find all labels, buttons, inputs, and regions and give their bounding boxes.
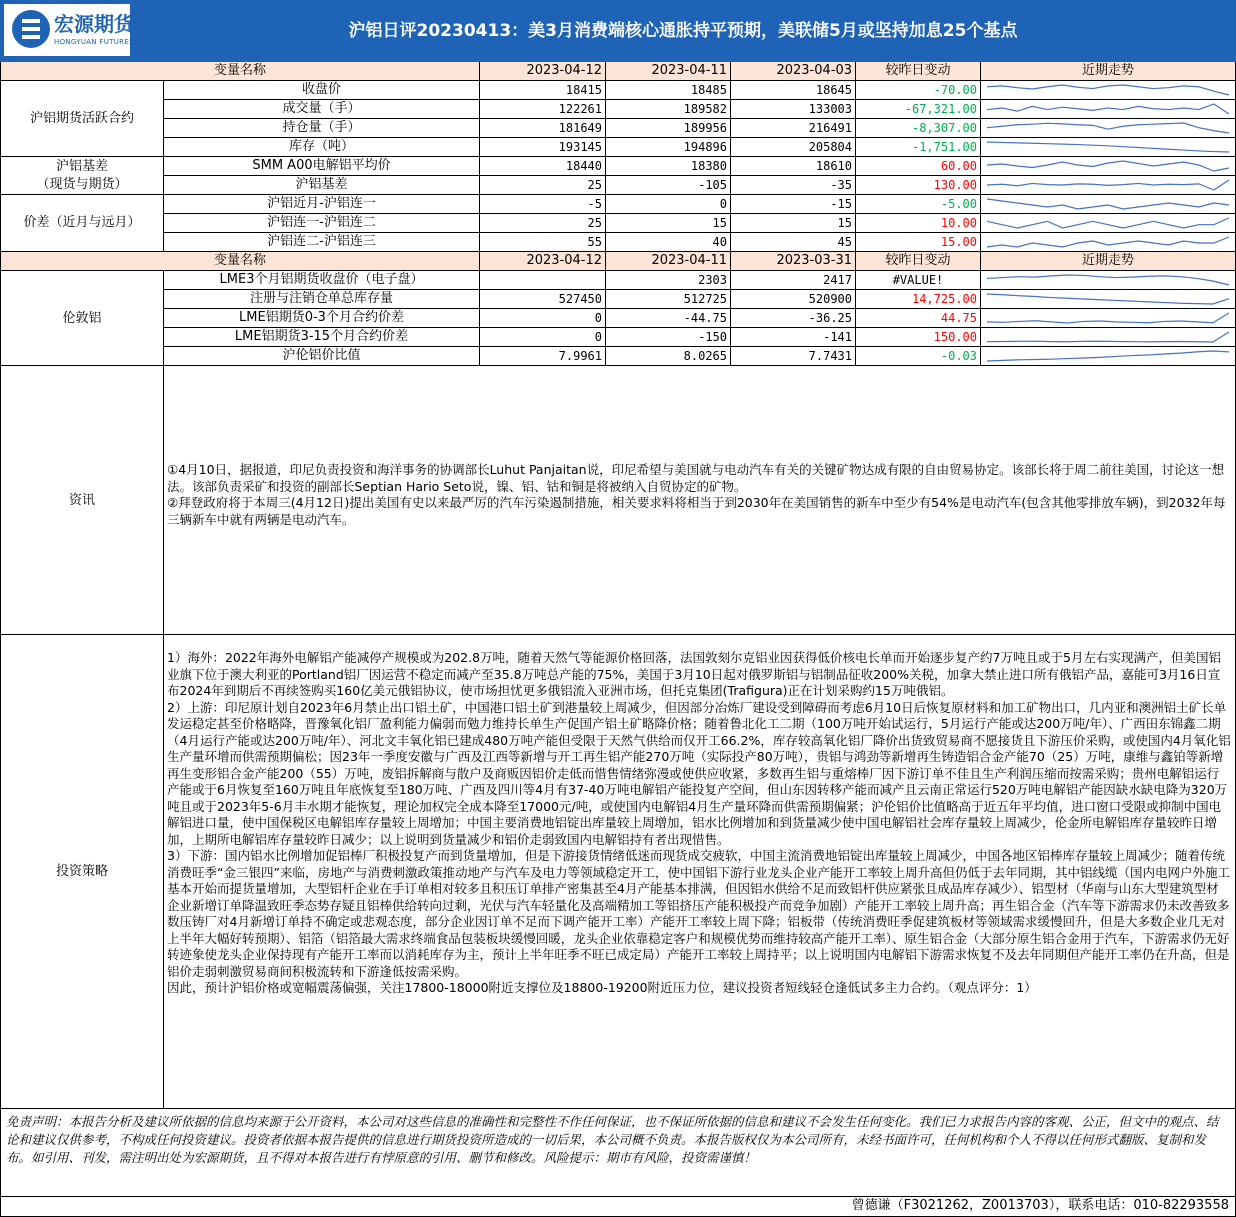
- sparkline-path: [987, 237, 1229, 247]
- col-header-change: 较昨日变动: [856, 62, 981, 81]
- value-date3: 520900: [731, 290, 856, 309]
- row-label: 沪铝近月-沪铝连一: [164, 195, 480, 214]
- value-date1: 18440: [480, 157, 606, 176]
- news-content: [164, 366, 1236, 635]
- value-change: -67,321.00: [856, 100, 981, 119]
- logo-text-cn: 宏源期货: [54, 12, 134, 36]
- col-header-date3: 2023-03-31: [731, 252, 856, 271]
- footer-contact: 曾德谦（F3021262，Z0013703），联系电话：010-82293558: [0, 1197, 1236, 1217]
- value-date1: 181649: [480, 119, 606, 138]
- sparkline-path: [987, 313, 1229, 323]
- row-label: 库存（吨）: [164, 138, 480, 157]
- value-date1: 0: [480, 309, 606, 328]
- value-date3: 18645: [731, 81, 856, 100]
- logo-mark-icon: [12, 10, 50, 48]
- row-label: LME铝期货0-3个月合约价差: [164, 309, 480, 328]
- value-date2: 189582: [606, 100, 731, 119]
- row-label: 注册与注销仓单总库存量: [164, 290, 480, 309]
- value-date2: 512725: [606, 290, 731, 309]
- sparkline-path: [987, 294, 1229, 304]
- company-logo: [4, 4, 134, 56]
- value-change: -1,751.00: [856, 138, 981, 157]
- value-change: 60.00: [856, 157, 981, 176]
- col-header-change: 较昨日变动: [856, 252, 981, 271]
- col-header-date1: 2023-04-12: [480, 62, 606, 81]
- row-label: 沪铝基差: [164, 176, 480, 195]
- row-label: 沪伦铝价比值: [164, 347, 480, 366]
- value-date1: 193145: [480, 138, 606, 157]
- group-label: 沪铝基差 （现货与期货）: [0, 157, 164, 195]
- value-change: 150.00: [856, 328, 981, 347]
- strategy-content: [164, 635, 1236, 1109]
- trend-sparkline: [981, 81, 1235, 99]
- sparkline-path: [987, 85, 1229, 95]
- col-header-trend: 近期走势: [981, 62, 1236, 81]
- value-date3: -36.25: [731, 309, 856, 328]
- row-label: 沪铝连二-沪铝连三: [164, 233, 480, 252]
- row-label: SMM A00电解铝平均价: [164, 157, 480, 176]
- row-label: 成交量（手）: [164, 100, 480, 119]
- trend-sparkline: [981, 271, 1235, 289]
- col-header-date3: 2023-04-03: [731, 62, 856, 81]
- value-date3: 15: [731, 214, 856, 233]
- value-date3: -15: [731, 195, 856, 214]
- value-change: -70.00: [856, 81, 981, 100]
- value-change: 44.75: [856, 309, 981, 328]
- value-date3: 7.7431: [731, 347, 856, 366]
- value-date3: 45: [731, 233, 856, 252]
- value-date2: 0: [606, 195, 731, 214]
- value-change: 15.00: [856, 233, 981, 252]
- value-date3: 133003: [731, 100, 856, 119]
- sparkline-path: [987, 180, 1229, 190]
- value-date3: 2417: [731, 271, 856, 290]
- trend-sparkline: [981, 347, 1235, 365]
- col-header-date1: 2023-04-12: [480, 252, 606, 271]
- sparkline-path: [987, 142, 1229, 152]
- value-date1: [480, 271, 606, 290]
- value-date2: 8.0265: [606, 347, 731, 366]
- sparkline-path: [987, 104, 1229, 114]
- value-date1: 0: [480, 328, 606, 347]
- value-date1: 25: [480, 176, 606, 195]
- strategy-conclusion: 因此，预计沪铝价格或宽幅震荡偏强，关注17800-18000附近支撑位及18800-19200附近压力位，建议投资者短线轻仓逢低试多主力合约。（观点评分：1）: [167, 980, 1037, 995]
- value-date2: 2303: [606, 271, 731, 290]
- value-date2: 189956: [606, 119, 731, 138]
- sparkline-path: [987, 123, 1229, 133]
- row-label: LME铝期货3-15个月合约价差: [164, 328, 480, 347]
- value-date2: 194896: [606, 138, 731, 157]
- col-header-variable: 变量名称: [0, 62, 480, 81]
- trend-sparkline: [981, 100, 1235, 118]
- news-item-2: ②拜登政府将于本周三(4月12日)提出美国有史以来最严厉的汽车污染遏制措施，相关要求料将相当于到2030年在美国销售的新车中至少有54%是电动汽车(包含其他零排放车辆)，到2032年每三辆新车中就有两辆是电动汽车。: [167, 495, 1226, 527]
- news-item-1: ①4月10日，据报道，印尼负责投资和海洋事务的协调部长Luhut Panjaitan说，印尼希望与美国就与电动汽车有关的关键矿物达成有限的自由贸易协定。该部长将于周二前往美国，讨论这一想法。该部负责采矿和投资的副部长Septian Hario Seto说，镍、铝、钴和铜是将被纳入自贸协定的矿物。: [167, 462, 1225, 494]
- sparkline-path: [987, 275, 1229, 285]
- value-date2: 18485: [606, 81, 731, 100]
- value-change: 14,725.00: [856, 290, 981, 309]
- trend-sparkline: [981, 328, 1235, 346]
- col-header-date2: 2023-04-11: [606, 252, 731, 271]
- logo-text-en: HONGYUAN FUTURES: [54, 38, 134, 46]
- group-label: 价差（近月与远月）: [0, 195, 164, 252]
- value-date1: -5: [480, 195, 606, 214]
- sparkline-path: [987, 218, 1229, 228]
- strategy-downstream: 3）下游：国内铝水比例增加促铝棒厂积极投复产而到货量增加，但是下游接货情绪低迷而现货成交疲软，中国主流消费地铝锭出库量较上周减少，中国各地区铝棒库存量较上周减少；随着传统消费旺季“金三银四”来临，房地产与消费刺激政策推动地产与汽车及电力等领域稳定开工，使中国铝下游行业龙头企业产能开工率较上周升高但仍低于去年同期，其中铝线缆（国内电网户外施工基本开始而提货量增加，大型铝杆企业在手订单相对较多且积压订单排产密集甚至4月产能基本排满，但因铝水供给不足而致铝杆供应紧张且成品库存减少）、铝型材（华南与山东大型建筑型材企业新增订单降温致旺季态势存疑且铝棒供给转向过剩，光伏与汽车轻量化及高端精加工等铝挤压产能积极投产而竞争加剧）产能开工率较上周升高；再生铝合金（汽车等下游需求仍未改善致多数压铸厂对4月新增订单持不确定或悲观态度，部分企业因订单不足而下调产能开工率）产能开工率较上周下降；铝板带（传统消费旺季促建筑板材等领域需求缓慢回升，但是大多数企业几无对上半年大幅好转预期）、铝箔（铝箔最大需求终端食品包装板块缓慢回暖，龙头企业依靠稳定客户和规模优势而维持较高产能开工率）、原生铝合金（大部分原生铝合金用于汽车，下游需求仍无好转迹象使龙头企业保持现有产能开工率而以消耗库存为主，预计上半年旺季不旺已成定局）产能开工率较上周持平；以上说明国内电解铝下游需求恢复不及去年同期但产能开工率仍在升高，但是铝价走弱刺激贸易商间积极流转和下游逢低按需采购。: [167, 848, 1230, 979]
- trend-sparkline: [981, 176, 1235, 194]
- value-date3: 216491: [731, 119, 856, 138]
- value-date3: 18610: [731, 157, 856, 176]
- value-change: #VALUE!: [856, 271, 981, 290]
- strategy-overseas: 1）海外：2022年海外电解铝产能减停产规模或为202.8万吨，随着天然气等能源价格回落，法国敦刻尔克铝业因获得低价核电长单而开始逐步复产约7万吨且或于5月左右实现满产，但美国铝业旗下位于澳大利亚的Portland铝厂因运营不稳定而减产至35.8万吨总产能的75%，美国于3月10日起对俄罗斯铝与铝制品征收200%关税，加拿大禁止进口所有俄铝产品，嘉能可3月16日宣布2024年到期后不再续签购买160亿美元俄铝协议，使市场担忧更多俄铝流入亚洲市场，但托克集团(Trafigura)正在计划采购约15万吨俄铝。: [167, 650, 1221, 698]
- value-date1: 25: [480, 214, 606, 233]
- row-label: 持仓量（手）: [164, 119, 480, 138]
- value-date1: 527450: [480, 290, 606, 309]
- trend-sparkline: [981, 309, 1235, 327]
- col-header-trend: 近期走势: [981, 252, 1236, 271]
- value-date2: -150: [606, 328, 731, 347]
- trend-sparkline: [981, 290, 1235, 308]
- strategy-upstream: 2）上游：印尼原计划自2023年6月禁止出口铝土矿，中国港口铝土矿到港量较上周减少，但因部分冶炼厂建设受到障碍而考虑6月10日后恢复原材料和加工矿物出口，几内亚和澳洲铝土矿长单发运稳定甚至价格略降，晋豫氧化铝厂盈利能力偏弱而勉力维持长单生产促国产铝土矿略降价格；随着鲁北化工二期（100万吨开始试运行，5月运行产能或达200万吨/年）、广西田东锦鑫二期（4月运行产能或达200万吨/年）、河北文丰氧化铝已建成480万吨产能但受限于天然气供给而仅开工66.2%，库存较高氧化铝厂降价出货致贸易商不愿接货且下游压价采购，或使国内4月氧化铝生产量环增而供需预期偏松；因23年一季度安徽与广西及江西等新增与开工再生铝产能270万吨（实际投产80万吨），贵铝与鸿劲等新增再生铸造铝合金产能70（25）万吨，康维与鑫铂等新增再生变形铝合金产能200（55）万吨，废铝拆解商与散户及商贩因铝价走低而惜售情绪弥漫或使供应收紧，多数再生铝与重熔棒厂因下游订单不佳且生产利润压缩而按需采购；贵州电解铝运行产能或于6月恢复至160万吨且年底恢复至180万吨、广西及四川等4月有37-40万吨电解铝产能投复产空间，但山东因转移产能而减产且云南正常运行520万吨电解铝产能因缺水缺电降为320万吨且或于2023年5-6月丰水期才能恢复，理论加权完全成本降至17000元/吨，或使国内电解铝4月生产量环降而供需预期偏紧；沪伦铝价比值略高于近五年平均值，进口窗口受限或抑制中国电解铝进口量，使中国保税区电解铝库存量较上周增加；中国主要消费地铝锭出库量较上周增加，铝水比例增加和到货量减少使中国电解铝社会库存量较上周减少，伦金所电解铝库存量较昨日增加，上期所电解铝库存量较昨日减少；以上说明到货量减少和铝价走弱致国内电解铝持有者出现惜售。: [167, 699, 1231, 847]
- value-date2: 40: [606, 233, 731, 252]
- value-change: -5.00: [856, 195, 981, 214]
- trend-sparkline: [981, 195, 1235, 213]
- value-date1: 122261: [480, 100, 606, 119]
- value-date1: 18415: [480, 81, 606, 100]
- group-label: 沪铝期货活跃合约: [0, 81, 164, 157]
- row-label: 收盘价: [164, 81, 480, 100]
- value-date3: 205804: [731, 138, 856, 157]
- sparkline-path: [987, 351, 1229, 361]
- value-date3: -141: [731, 328, 856, 347]
- value-date1: 7.9961: [480, 347, 606, 366]
- group-label: 伦敦铝: [0, 271, 164, 366]
- trend-sparkline: [981, 138, 1235, 156]
- value-date2: -105: [606, 176, 731, 195]
- col-header-date2: 2023-04-11: [606, 62, 731, 81]
- trend-sparkline: [981, 214, 1235, 232]
- value-change: 10.00: [856, 214, 981, 233]
- value-change: 130.00: [856, 176, 981, 195]
- news-label: 资讯: [0, 366, 164, 635]
- value-date1: 55: [480, 233, 606, 252]
- value-date3: -35: [731, 176, 856, 195]
- trend-sparkline: [981, 157, 1235, 175]
- strategy-label: 投资策略: [0, 635, 164, 1109]
- trend-sparkline: [981, 119, 1235, 137]
- value-date2: 15: [606, 214, 731, 233]
- sparkline-path: [987, 199, 1229, 209]
- trend-sparkline: [981, 233, 1235, 251]
- disclaimer: 免责声明：本报告分析及建议所依据的信息均来源于公开资料，本公司对这些信息的准确性和完整性不作任何保证，也不保证所依据的信息和建议不会发生任何变化。我们已力求报告内容的客观、公正，但文中的观点、结论和建议仅供参考，不构成任何投资建议。投资者依据本报告提供的信息进行期货投资所造成的一切后果，本公司概不负责。本报告版权仅为本公司所有，未经书面许可，任何机构和个人不得以任何形式翻版、复制和发布。如引用、刊发，需注明出处为宏源期货，且不得对本报告进行有悖原意的引用、删节和修改。风险提示：期市有风险，投资需谨慎！: [0, 1109, 1236, 1197]
- value-change: -8,307.00: [856, 119, 981, 138]
- value-change: -0.03: [856, 347, 981, 366]
- sparkline-path: [987, 332, 1229, 342]
- value-date2: 18380: [606, 157, 731, 176]
- col-header-variable: 变量名称: [0, 252, 480, 271]
- row-label: LME3个月铝期货收盘价（电子盘）: [164, 271, 480, 290]
- page-title: 沪铝日评20230413：美3月消费端核心通胀持平预期，美联储5月或坚持加息25个基点: [348, 21, 1018, 41]
- sparkline-path: [987, 161, 1229, 171]
- row-label: 沪铝连一-沪铝连二: [164, 214, 480, 233]
- value-date2: -44.75: [606, 309, 731, 328]
